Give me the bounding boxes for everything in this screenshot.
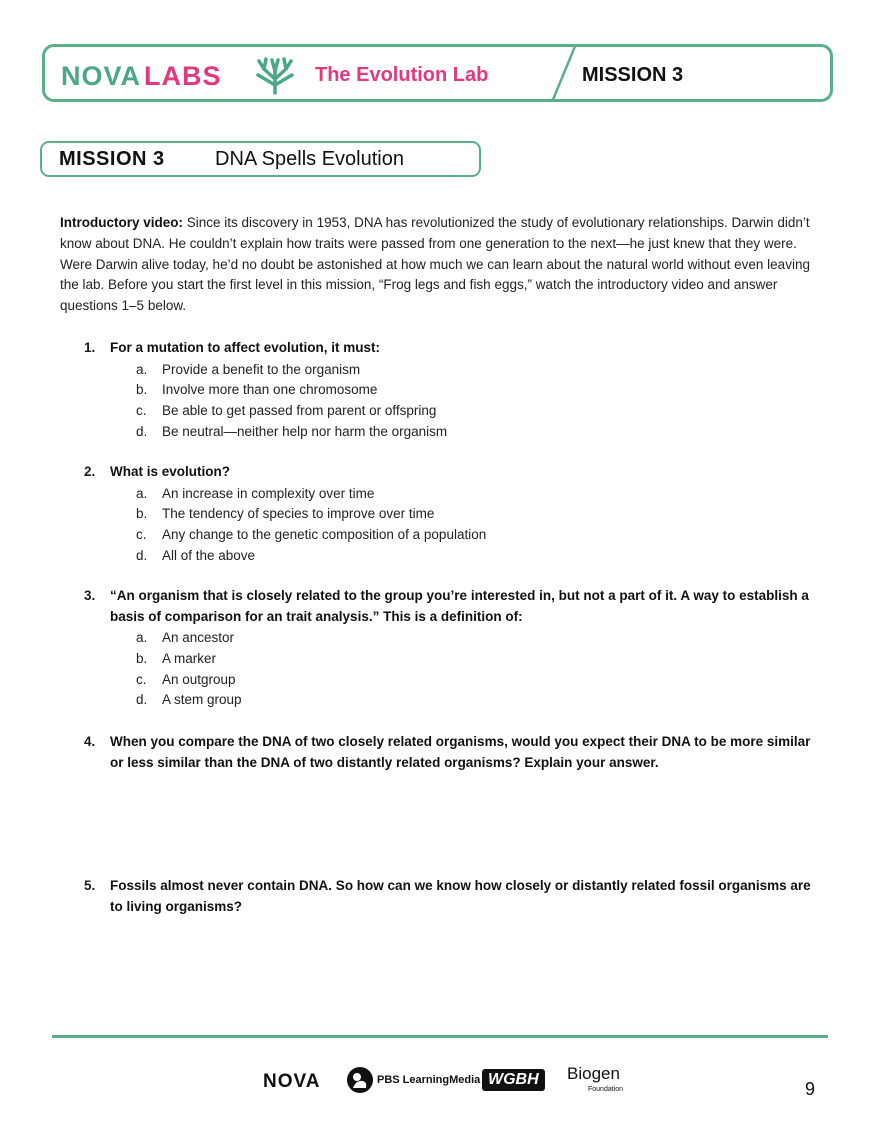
option-text: An ancestor	[162, 630, 235, 645]
answer-option	[136, 628, 824, 649]
answer-option	[136, 649, 824, 670]
intro-paragraph	[60, 213, 820, 317]
option-text: Provide a benefit to the organism	[162, 361, 361, 377]
option-letter: a.	[136, 361, 148, 377]
question-4	[84, 732, 824, 773]
intro-lead: Introductory video:	[60, 215, 184, 230]
answer-options	[136, 360, 824, 443]
answer-option	[136, 360, 824, 381]
answer-option	[136, 546, 824, 567]
answer-option	[136, 380, 824, 401]
question-text: What is evolution?	[110, 464, 230, 479]
footer-divider	[52, 1035, 828, 1038]
option-letter: c.	[136, 527, 147, 543]
header-banner	[42, 44, 833, 102]
answer-option	[136, 670, 824, 691]
option-letter: a.	[136, 485, 148, 501]
question-text: For a mutation to affect evolution, it must:	[110, 340, 380, 355]
option-letter: b.	[136, 506, 148, 522]
option-text: An outgroup	[162, 671, 236, 687]
mission-title: DNA Spells Evolution	[215, 148, 404, 170]
option-text: Any change to the genetic composition of a population	[162, 527, 487, 543]
pbs-head-icon	[346, 1066, 374, 1094]
intro-body: Since its discovery in 1953, DNA has revolutionized the study of evolutionary relationships. Darwin didn’t know about DNA. He couldn’t explain how traits were passed from one generation to the next—he just knew that they were. Were Darwin alive today, he’d no doubt be astonished at how much we can learn about the natural world without even leaving the lab. Before you start the first level in this mission, “Frog legs and fish eggs,” watch the introductory video and answer questions 1–5 below.	[60, 215, 810, 314]
nova-labs-logo	[61, 61, 222, 92]
answer-option	[136, 525, 824, 546]
option-letter: b.	[136, 382, 148, 398]
question-number: 4.	[84, 734, 96, 749]
option-text: Be able to get passed from parent or offspring	[162, 403, 437, 419]
wgbh-logo: WGBH	[482, 1069, 545, 1091]
biogen-foundation-label: Foundation	[588, 1086, 624, 1093]
question-1	[84, 338, 824, 443]
header-divider	[548, 44, 578, 102]
answer-option	[136, 401, 824, 422]
nova-sponsor-logo: NOVA	[263, 1071, 321, 1092]
logo-nova-text: NOVA	[61, 61, 142, 91]
answer-option	[136, 422, 824, 443]
answer-options	[136, 628, 824, 711]
question-text: “An organism that is closely related to the group you’re interested in, but not a part of it. A way to establish a basis of comparison for an trait analysis.” This is a definition of:	[110, 588, 809, 624]
question-2	[84, 462, 824, 567]
option-letter: a.	[136, 630, 148, 645]
answer-option	[136, 504, 824, 525]
biogen-logo: Biogen	[567, 1064, 620, 1083]
evolution-tree-icon	[255, 55, 295, 95]
option-text: Be neutral—neither help nor harm the organism	[162, 423, 448, 439]
page-number: 9	[805, 1079, 816, 1099]
option-text: An increase in complexity over time	[162, 485, 375, 501]
pbs-learningmedia-logo: PBS LearningMedia	[377, 1074, 481, 1086]
option-text: Involve more than one chromosome	[162, 382, 378, 398]
question-number: 2.	[84, 464, 96, 479]
option-text: A stem group	[162, 692, 242, 708]
mission-title-box	[40, 141, 481, 177]
question-text: Fossils almost never contain DNA. So how can we know how closely or distantly related fossil organisms are to living organisms?	[110, 878, 811, 914]
option-text: All of the above	[162, 547, 256, 563]
answer-option	[136, 484, 824, 505]
option-letter: c.	[136, 403, 147, 419]
option-letter: c.	[136, 671, 147, 687]
answer-option	[136, 690, 824, 711]
option-text: The tendency of species to improve over time	[162, 506, 435, 522]
logo-labs-text: LABS	[144, 61, 222, 91]
option-letter: d.	[136, 547, 148, 563]
mission-label: MISSION 3	[59, 148, 165, 170]
question-text: When you compare the DNA of two closely related organisms, would you expect their DNA to be more similar or less similar than the DNA of two distantly related organisms? Explain your answer.	[110, 734, 811, 770]
option-text: A marker	[162, 650, 217, 666]
question-number: 3.	[84, 588, 96, 603]
question-5	[84, 876, 824, 917]
answer-options	[136, 484, 824, 567]
question-number: 5.	[84, 878, 96, 893]
question-3	[84, 586, 824, 711]
option-letter: d.	[136, 692, 148, 708]
option-letter: b.	[136, 650, 148, 666]
question-number: 1.	[84, 340, 96, 355]
lab-title: The Evolution Lab	[315, 64, 489, 86]
header-mission-label: MISSION 3	[582, 64, 684, 86]
option-letter: d.	[136, 423, 148, 439]
